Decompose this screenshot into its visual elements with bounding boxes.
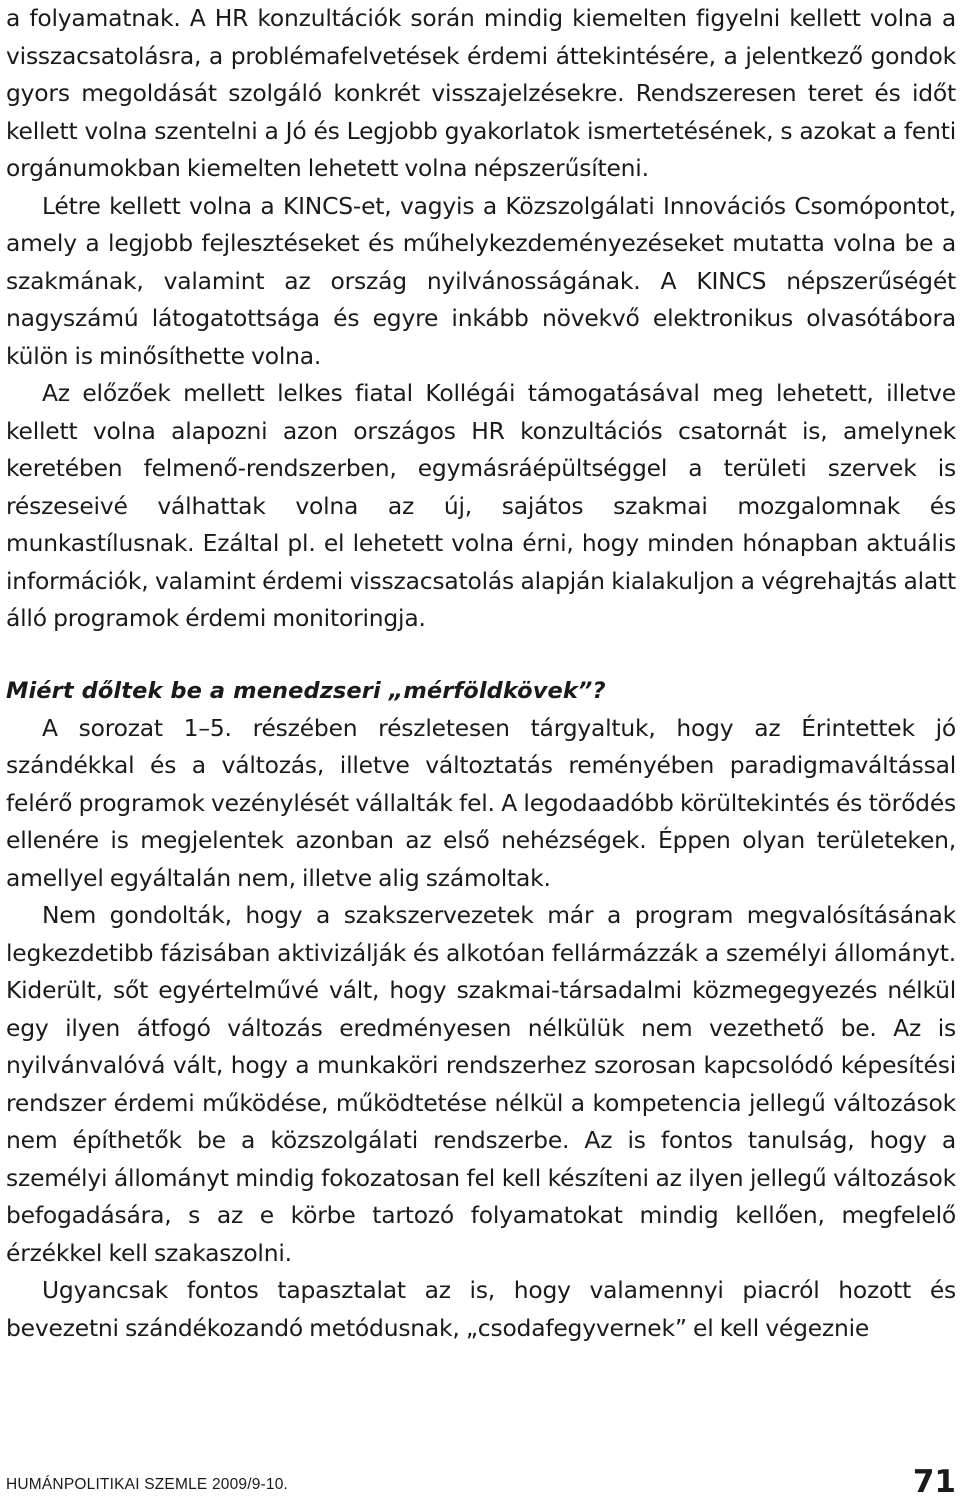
page-footer bbox=[6, 1464, 956, 1500]
paragraph-trade-unions: Nem gondolták, hogy a szakszervezetek már a program megvalósításának legkezdetibb fázisában aktivizálják és alkotóan fellármázzák a személyi állományt. Kiderült, sőt egyértelművé vált, hogy szakmai-társadalmi közmegegyezés nélkül egy ilyen átfogó változás eredményesen nélkülük nem vezethető be. Az is nyilvánvalóvá vált, hogy a munkaköri rendszerhez szorosan kapcsolódó képesítési rendszer érdemi működése, működtetése nélkül a kompetencia jellegű változások nem építhetők be a közszolgálati rendszerbe. Az is fontos tanulság, hogy a személyi állományt mindig fokozatosan fel kell készíteni az ilyen jellegű változások befogadására, s az e körbe tartozó folyamatokat mindig kellően, megfelelő érzékkel kell szakaszolni. bbox=[6, 901, 956, 1267]
paragraph-methods: Ugyancsak fontos tapasztalat az is, hogy valamennyi piacról hozott és bevezetni szándékozandó metódusnak, „csodafegyvernek” el kell végeznie bbox=[6, 1276, 956, 1342]
paragraph-continuation: a folyamatnak. A HR konzultációk során mindig kiemelten figyelni kellett volna a visszacsatolásra, a problémafelvetések érdemi áttekintésére, a jelentkező gondok gyors megoldását szolgáló konkrét visszajelzésekre. Rendszeresen teret és időt kellett volna szentelni a Jó és Legjobb gyakorlatok ismertetésének, s azokat a fenti orgánumokban kiemelten lehetett volna népszerűsíteni. bbox=[6, 4, 956, 182]
paragraph-hr-channel: Az előzőek mellett lelkes fiatal Kollégái támogatásával meg lehetett, illetve kellett volna alapozni azon országos HR konzultációs csatornát is, amelynek keretében felmenő-rendszerben, egymásráépültséggel a területi szervek is részeseivé válhattak volna az új, sajátos szakmai mozgalomnak és munkastílusnak. Ezáltal pl. el lehetett volna érni, hogy minden hónapban aktuális információk, valamint érdemi visszacsatolás alapján kialakuljon a végrehajtás alatt álló programok érdemi monitoringja. bbox=[6, 379, 956, 632]
article-body bbox=[6, 0, 956, 1347]
paragraph-kincs: Létre kellett volna a KINCS-et, vagyis a Közszolgálati Innovációs Csomópontot, amely a legjobb fejlesztéseket és műhelykezdeményezéseket mutatta volna be a szakmának, valamint az ország nyilvánosságának. A KINCS népszerűségét nagyszámú látogatottsága és egyre inkább növekvő elektronikus olvasótábora külön is minősíthette volna. bbox=[6, 191, 956, 370]
paragraph-series-intro: A sorozat 1–5. részében részletesen tárgyaltuk, hogy az Érintettek jó szándékkal és a változás, illetve változtatás reményében paradigmaváltással felérő programok vezénylését vállalták fel. A legodaadóbb körültekintés és törődés ellenére is megjelentek azonban az első nehézségek. Éppen olyan területeken, amellyel egyáltalán nem, illetve alig számoltak. bbox=[6, 713, 956, 892]
page-number: 71 bbox=[912, 1464, 956, 1500]
journal-title: HUMÁNPOLITIKAI SZEMLE 2009/9-10. bbox=[6, 1476, 289, 1493]
section-heading: Miért dőltek be a menedzseri „mérföldkövek”? bbox=[6, 677, 606, 704]
